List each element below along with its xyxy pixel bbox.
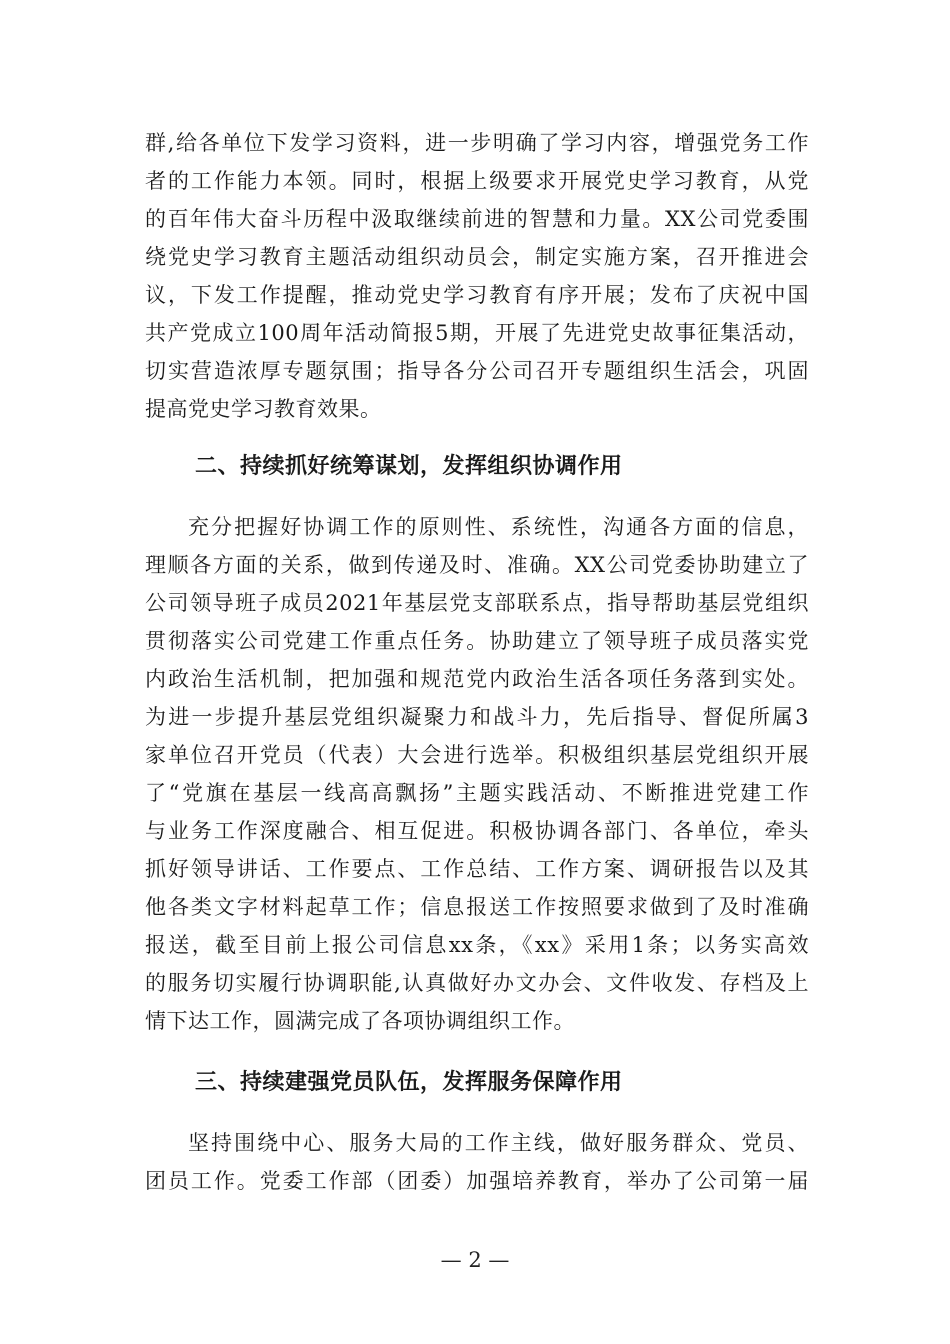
section-heading-coordination: 二、持续抓好统筹谋划，发挥组织协调作用 xyxy=(195,454,623,479)
text-line: 抓好领导讲话、工作要点、工作总结、工作方案、调研报告以及其 xyxy=(145,857,809,881)
text-line: 与业务工作深度融合、相互促进。积极协调各部门、各单位，牵头 xyxy=(145,819,809,843)
text-line: 内政治生活机制，把加强和规范党内政治生活各项任务落到实处。 xyxy=(145,667,809,691)
text-line: 理顺各方面的关系，做到传递及时、准确。XX公司党委协助建立了 xyxy=(145,553,809,577)
text-line: 家单位召开党员（代表）大会进行选举。积极组织基层党组织开展 xyxy=(145,743,809,767)
text-line: 坚持围绕中心、服务大局的工作主线，做好服务群众、党员、 xyxy=(188,1131,809,1155)
text-line: 的服务切实履行协调职能,认真做好办文办会、文件收发、存档及上 xyxy=(145,971,809,995)
text-line: 他各类文字材料起草工作；信息报送工作按照要求做到了及时准确 xyxy=(145,895,809,919)
text-line: 团员工作。党委工作部（团委）加强培养教育，举办了公司第一届 xyxy=(145,1169,809,1193)
text-line: 报送，截至目前上报公司信息xx条，《xx》采用1条；以务实高效 xyxy=(145,933,809,957)
text-line: 贯彻落实公司党建工作重点任务。协助建立了领导班子成员落实党 xyxy=(145,629,809,653)
page-number: — 2 — xyxy=(440,1248,510,1272)
text-line: 了“党旗在基层一线高高飘扬”主题实践活动、不断推进党建工作 xyxy=(145,781,809,805)
text-line: 者的工作能力本领。同时，根据上级要求开展党史学习教育，从党 xyxy=(145,169,809,193)
text-line: 的百年伟大奋斗历程中汲取继续前进的智慧和力量。XX公司党委围 xyxy=(145,207,809,231)
text-line: 情下达工作，圆满完成了各项协调组织工作。 xyxy=(145,1009,575,1033)
text-line: 公司领导班子成员2021年基层党支部联系点，指导帮助基层党组织 xyxy=(145,591,809,615)
section-heading-party-members: 三、持续建强党员队伍，发挥服务保障作用 xyxy=(195,1070,623,1095)
text-line: 议，下发工作提醒，推动党史学习教育有序开展；发布了庆祝中国 xyxy=(145,283,809,307)
text-line: 提高党史学习教育效果。 xyxy=(145,397,382,421)
text-line: 为进一步提升基层党组织凝聚力和战斗力，先后指导、督促所属3 xyxy=(145,705,809,729)
text-line: 群,给各单位下发学习资料，进一步明确了学习内容，增强党务工作 xyxy=(145,131,809,155)
text-line: 切实营造浓厚专题氛围；指导各分公司召开专题组织生活会，巩固 xyxy=(145,359,809,383)
text-line: 充分把握好协调工作的原则性、系统性，沟通各方面的信息， xyxy=(188,515,809,539)
text-line: 绕党史学习教育主题活动组织动员会，制定实施方案，召开推进会 xyxy=(145,245,809,269)
text-line: 共产党成立100周年活动简报5期，开展了先进党史故事征集活动， xyxy=(145,321,809,345)
